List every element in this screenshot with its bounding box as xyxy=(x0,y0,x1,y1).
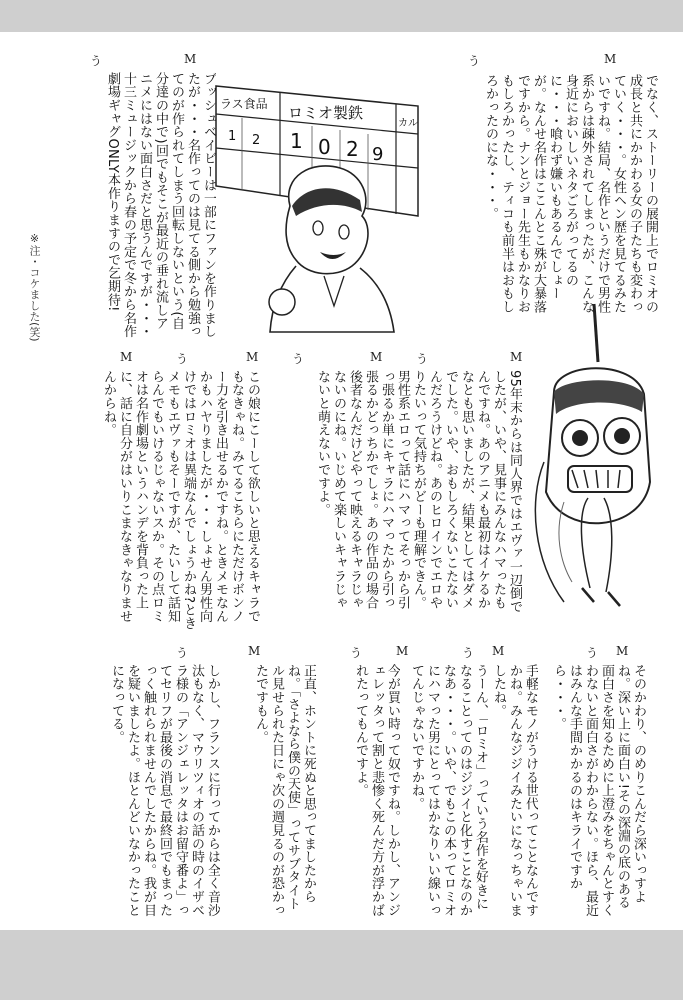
board-digit: 2 xyxy=(346,137,359,161)
speaker-mark: M xyxy=(396,644,409,658)
text-block-8: 今が買い時って奴ですね。しかし、アンジェレッタって割と悲惨く死んだ方が浮かばれたってもんですよ。 xyxy=(353,664,400,917)
board-digit: 1 xyxy=(290,129,303,153)
board-label-left: ラス食品 xyxy=(220,97,268,111)
board-digit: 1 xyxy=(228,129,237,144)
speaker-mark: う xyxy=(176,352,189,366)
illustration-robot-girl xyxy=(524,302,664,622)
speaker-mark: う xyxy=(350,646,363,660)
speaker-mark: う xyxy=(176,646,189,660)
board-digit: 2 xyxy=(252,133,261,148)
board-label-main: ロミオ製鉄 xyxy=(288,104,364,122)
speaker-mark: M xyxy=(616,644,629,658)
speaker-mark: M xyxy=(184,52,197,66)
manga-page xyxy=(24,32,664,930)
speaker-mark: う xyxy=(468,54,481,68)
board-label-right: カル xyxy=(398,118,418,129)
illustration-stock-board xyxy=(212,56,422,336)
speaker-mark: う xyxy=(586,646,599,660)
speaker-mark: う xyxy=(292,352,305,366)
speaker-mark: う xyxy=(90,54,103,68)
text-block-2: ブッシュベイビーは一部にファンを作りましたが・・・名作ってのは見てる側から勉強ってのが作られてしまう回転しないという(自分達の中で)回でもそこが最近の垂れ流しアニメにはない面白さだと思うんですが・・・十三ミュージックから春の予定で冬から名作劇場ギャグONLY本作りますので乞期待! xyxy=(105,72,216,338)
speaker-mark: M xyxy=(604,52,617,66)
speaker-mark: う xyxy=(462,646,475,660)
speaker-mark: M xyxy=(120,350,133,364)
speaker-mark: M xyxy=(246,350,259,364)
board-digit: 9 xyxy=(372,144,384,165)
text-block-10: しかし、フランスに行ってからは全く音沙汰もなく、マウリツィオの話の時のイザベラ様の「アンジェレッタはお留守番よ」ってセリフが最後の消息で最終回でもまったっく触れられませんでしたからね。我が目を疑いましたよ。ほとんどいなかったことになってる。 xyxy=(109,664,220,917)
speaker-mark: う xyxy=(416,352,429,366)
speaker-mark: M xyxy=(248,644,261,658)
speaker-mark: M xyxy=(510,350,523,364)
text-block-6: 手軽なモノがうける世代ってことなんですかね。みんなジジイみたいになっちゃいましたね。 xyxy=(491,664,538,917)
text-block-3: 95年末からは同人界ではエヴァ一辺倒でしたが、いや、見事にみんなハマったもんですね。あのアニメも最初はイケるかなとも思いましたが、結果としてはダメでした。いや、おもしろくないこたないんだろうけどね。あのヒロインでエロやりたいって気持ちがどーも理解できん。男性系エロって話にハマってそっから引っ張るか単にキャラにハマったから引っ張るかどっちかでしょ。あの作品の場合後者なんだけどやって映えるキャラじゃないのにね。いじめて楽しいキャラじゃないと萌えないですよ。 xyxy=(315,370,522,614)
page-border-bottom xyxy=(0,930,683,1000)
speaker-mark: M xyxy=(370,350,383,364)
speaker-mark: M xyxy=(492,644,505,658)
text-block-9: 正直、ホントに死ぬと思ってましたからね。「さよなら僕の天使」ってサブタイトル見せられた日にゃ次の週見るのが恐かったですもん。 xyxy=(253,664,316,917)
board-digit: 0 xyxy=(318,135,331,159)
page-border-top xyxy=(0,0,683,32)
text-block-7: うーん、「ロミオ」っていう名作を好きになることってのはジジイと化すことなのかなあ・・・。いや、でもこの本ってロミオにハマった男にとってはかなりいい線いってんじゃないですかね。 xyxy=(409,664,488,917)
margin-note: ※注・コケました(笑) xyxy=(28,232,41,342)
text-block-4: この娘にこーして欲しいと思えるキャラでもなきゃね。みてるこちらにただけボンノー力を引き出せるかですね。ときメモなんかもハヤりましたが・・・しょせん男性向けではロミオは異端なんでしょうかね?ときメモもエヴァもそーですが、たいして話知らんでもいけるじゃないスか。その点ロミオは名作劇場というハンデを背負った上に、話に自分がはいりこまなきゃなりませんからね。 xyxy=(101,370,260,630)
text-block-5: そのかわり、のめりこんだら深いっすよね。深い上に面白い!その深淵の底のある面白さを知るために上澄みをちゃんとすくわないと面白さがわからない。ほら、最近はみんな手間かかるのはキライですから・・・。 xyxy=(551,664,646,917)
text-block-1: でなく、ストーリーの展開上でロミオの成長と共にかかわる女の子たちも変わっていく・・・。女性ヘン歴を見てるみたいですね。結局、名作というだけで男性系からは疎外されてしまったが、こんな身近においしいネタごろがってるのに・・・喰わず嫌いもあるんでしょーが。なんせ名作はここんとこ殊が大暴落ですから。ナンとジョー先生もかなりおもしろかったし、ティコも前半はおもしろかったのにな・・・。 xyxy=(483,74,658,314)
